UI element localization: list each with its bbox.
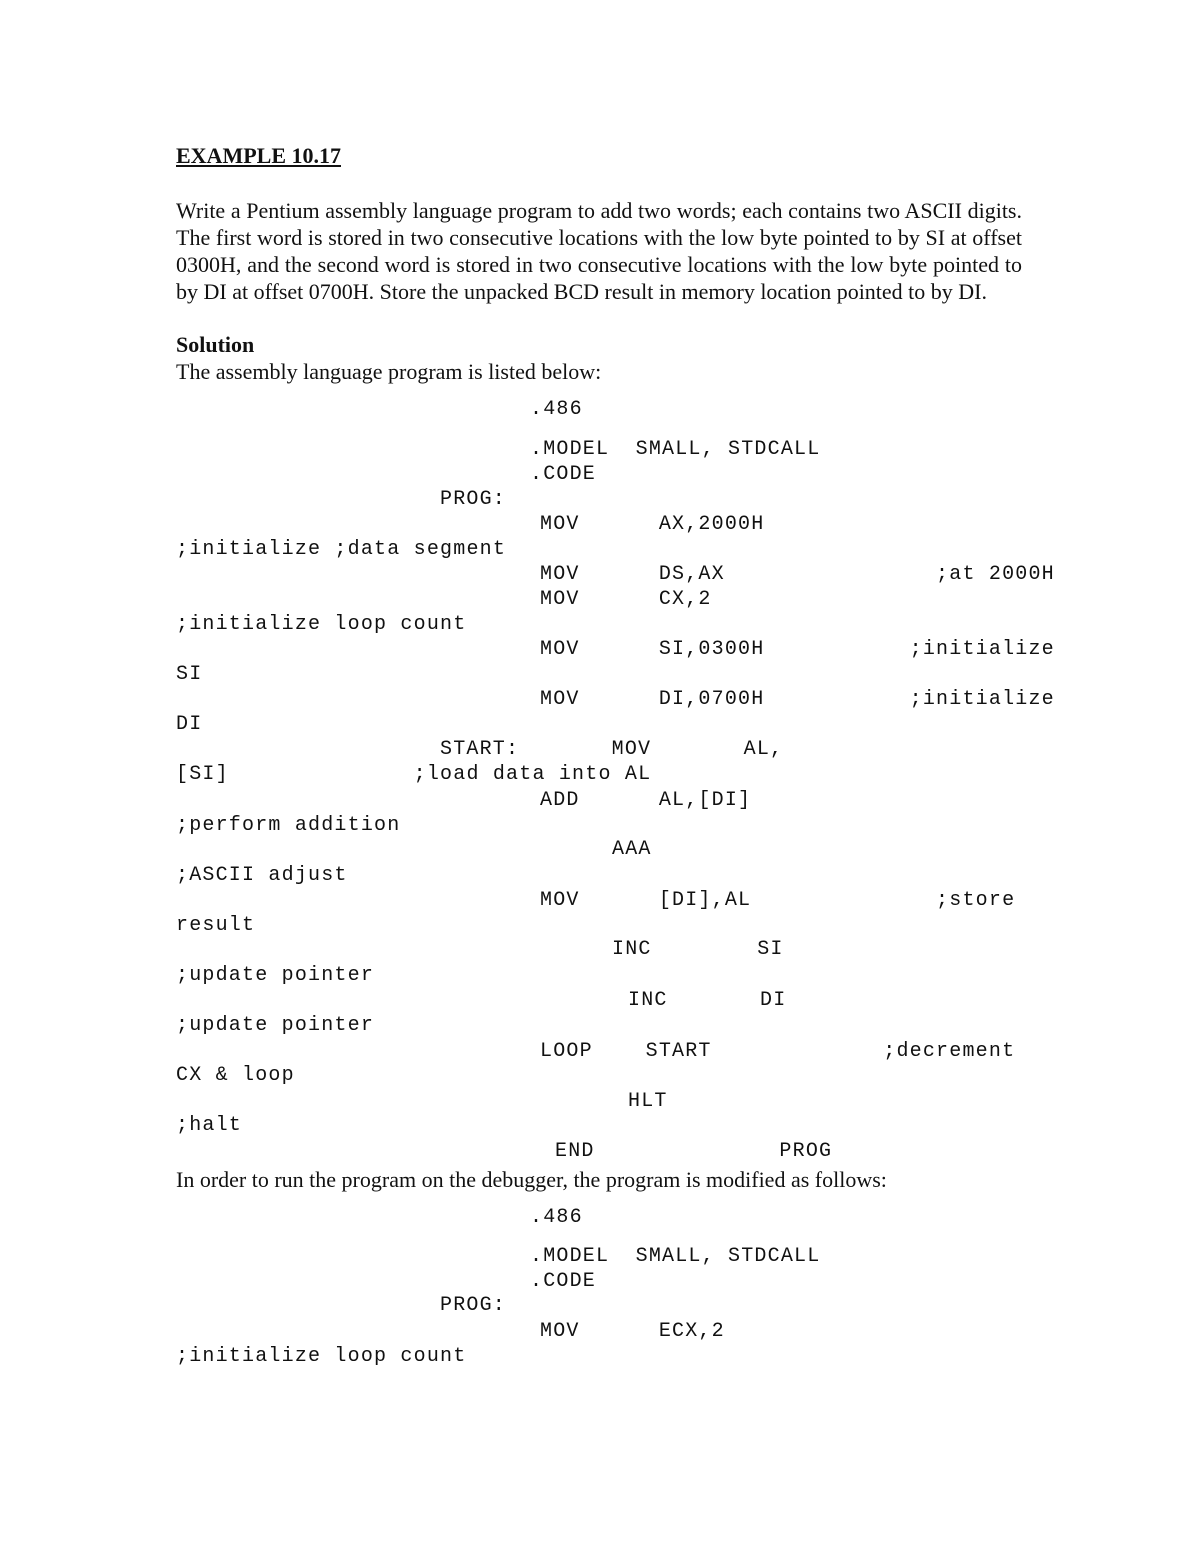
code-line: ;initialize ;data segment (176, 538, 507, 561)
code-line: INC DI (628, 989, 787, 1012)
code-line: START: MOV AL, (440, 738, 784, 761)
code-line: DI (176, 713, 203, 736)
code-line: MOV AX,2000H (540, 513, 765, 536)
code-line: ;initialize loop count (176, 613, 467, 636)
code-line: ;perform addition (176, 814, 401, 837)
code-line: .486 (530, 398, 583, 421)
modified-intro-text: In order to run the program on the debugger, the program is modified as follows: (176, 1167, 887, 1192)
code-line: AAA (612, 838, 652, 861)
code-line: CX & loop (176, 1064, 295, 1087)
code-line: ;update pointer (176, 964, 375, 987)
code-line: ;ASCII adjust (176, 864, 348, 887)
code-line: ;update pointer (176, 1014, 375, 1037)
code-line: .486 (530, 1206, 583, 1229)
intro-text: The assembly language program is listed below: (176, 359, 602, 384)
code-line: result (176, 914, 256, 937)
code-line: END PROG (555, 1140, 833, 1163)
code-line: .MODEL SMALL, STDCALL (530, 1245, 821, 1268)
code-line: MOV SI,0300H ;initialize (540, 638, 1055, 661)
code-line: LOOP START ;decrement (540, 1040, 1016, 1063)
code-line: [SI] ;load data into AL (176, 763, 652, 786)
code-line: .MODEL SMALL, STDCALL (530, 438, 821, 461)
code-line: INC SI (612, 938, 784, 961)
code-line: .CODE (530, 463, 597, 486)
code-line: .CODE (530, 1270, 597, 1293)
code-line: MOV DI,0700H ;initialize (540, 688, 1055, 711)
code-line: HLT (628, 1090, 668, 1113)
code-line: PROG: (440, 1294, 507, 1317)
code-line: PROG: (440, 488, 507, 511)
code-line: MOV CX,2 (540, 588, 712, 611)
code-line: ADD AL,[DI] (540, 789, 752, 812)
code-line: MOV [DI],AL ;store (540, 889, 1016, 912)
code-line: ;initialize loop count (176, 1345, 467, 1368)
code-line: SI (176, 663, 203, 686)
example-title: EXAMPLE 10.17 (176, 143, 341, 168)
solution-heading: Solution (176, 332, 255, 357)
code-line: ;halt (176, 1114, 243, 1137)
code-line: MOV ECX,2 (540, 1320, 725, 1343)
problem-statement: Write a Pentium assembly language program to add two words; each contains two ASCII digits. The first word is stored in two consecutive locations with the low byte pointed to by SI at offset 0300H, and the second word is stored in two consecutive locations with the low byte pointed to by DI at offset 0700H. Store the unpacked BCD result in memory location pointed to by DI. (176, 198, 1022, 304)
code-line: MOV DS,AX ;at 2000H (540, 563, 1055, 586)
